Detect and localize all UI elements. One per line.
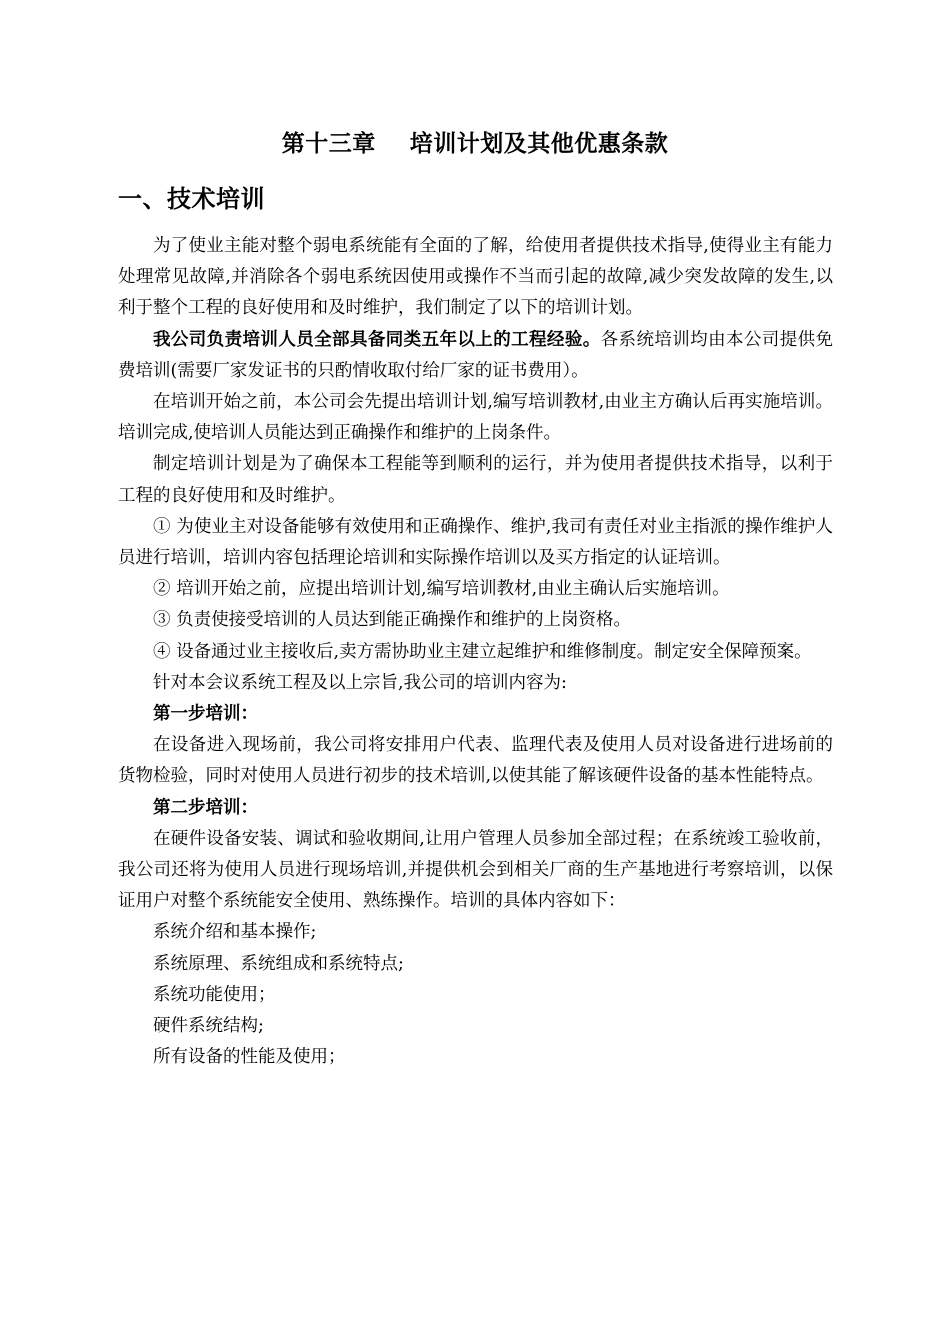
step2-text: 在硬件设备安装、调试和验收期间,让用户管理人员参加全部过程；在系统竣工验收前，我公司还将为使用人员进行现场培训,并提供机会到相关厂商的生产基地进行考察培训，以保证用户对整个系统能安全使用、熟练操作。培训的具体内容如下： [118,828,833,912]
list-item-2: ② 培训开始之前，应提出培训计划,编写培训教材,由业主确认后实施培训。 [153,579,730,600]
list-item-3: ③ 负责使接受培训的人员达到能正确操作和维护的上岗资格。 [153,610,632,631]
trainer-experience-paragraph [118,325,833,387]
chapter-title: 第十三章 培训计划及其他优惠条款 [281,131,669,157]
list-item-4: ④ 设备通过业主接收后,卖方需协助业主建立起维护和维修制度。制定安全保障预案。 [153,641,812,662]
trainer-experience-rest: 各系统培训均由本公司提供免费培训(需要厂家发证书的只酌情收取付给厂家的证书费用）。 [118,329,834,381]
training-content-intro: 针对本会议系统工程及以上宗旨,我公司的培训内容为: [153,672,567,693]
purpose-paragraph: 制定培训计划是为了确保本工程能等到顺利的运行，并为使用者提供技术指导，以利于工程的良好使用和及时维护。 [118,454,833,506]
plan-paragraph: 在培训开始之前，本公司会先提出培训计划,编写培训教材,由业主方确认后再实施培训。培训完成,使培训人员能达到正确操作和维护的上岗条件。 [118,392,833,444]
content-list-item: 硬件系统结构; [153,1016,264,1037]
content-list-item: 系统功能使用； [153,984,276,1005]
content-list-item: 系统原理、系统组成和系统特点; [153,953,404,974]
list-item-1: ① 为使业主对设备能够有效使用和正确操作、维护,我司有责任对业主指派的操作维护人员进行培训，培训内容包括理论培训和实际操作培训以及买方指定的认证培训。 [118,516,833,569]
content-list-item: 所有设备的性能及使用； [153,1047,346,1068]
content-list-item: 系统介绍和基本操作; [153,922,317,943]
intro-paragraph: 为了使业主能对整个弱电系统能有全面的了解，给使用者提供技术指导,使得业主有能力处理常见故障,并消除各个弱电系统因使用或操作不当而引起的故障,减少突发故障的发生,以利于整个工程的良好使用和及时维护，我们制定了以下的培训计划。 [118,236,833,319]
step1-text: 在设备进入现场前，我公司将安排用户代表、监理代表及使用人员对设备进行进场前的货物检验，同时对使用人员进行初步的技术培训,以使其能了解该硬件设备的基本性能特点。 [118,735,833,787]
body-text [118,231,833,1073]
step1-title: 第一步培训： [153,704,258,725]
step2-title: 第二步培训： [153,797,258,818]
trainer-experience-bold: 我公司负责培训人员全部具备同类五年以上的工程经验。 [153,329,601,350]
section-title: 一、技术培训 [118,185,265,213]
